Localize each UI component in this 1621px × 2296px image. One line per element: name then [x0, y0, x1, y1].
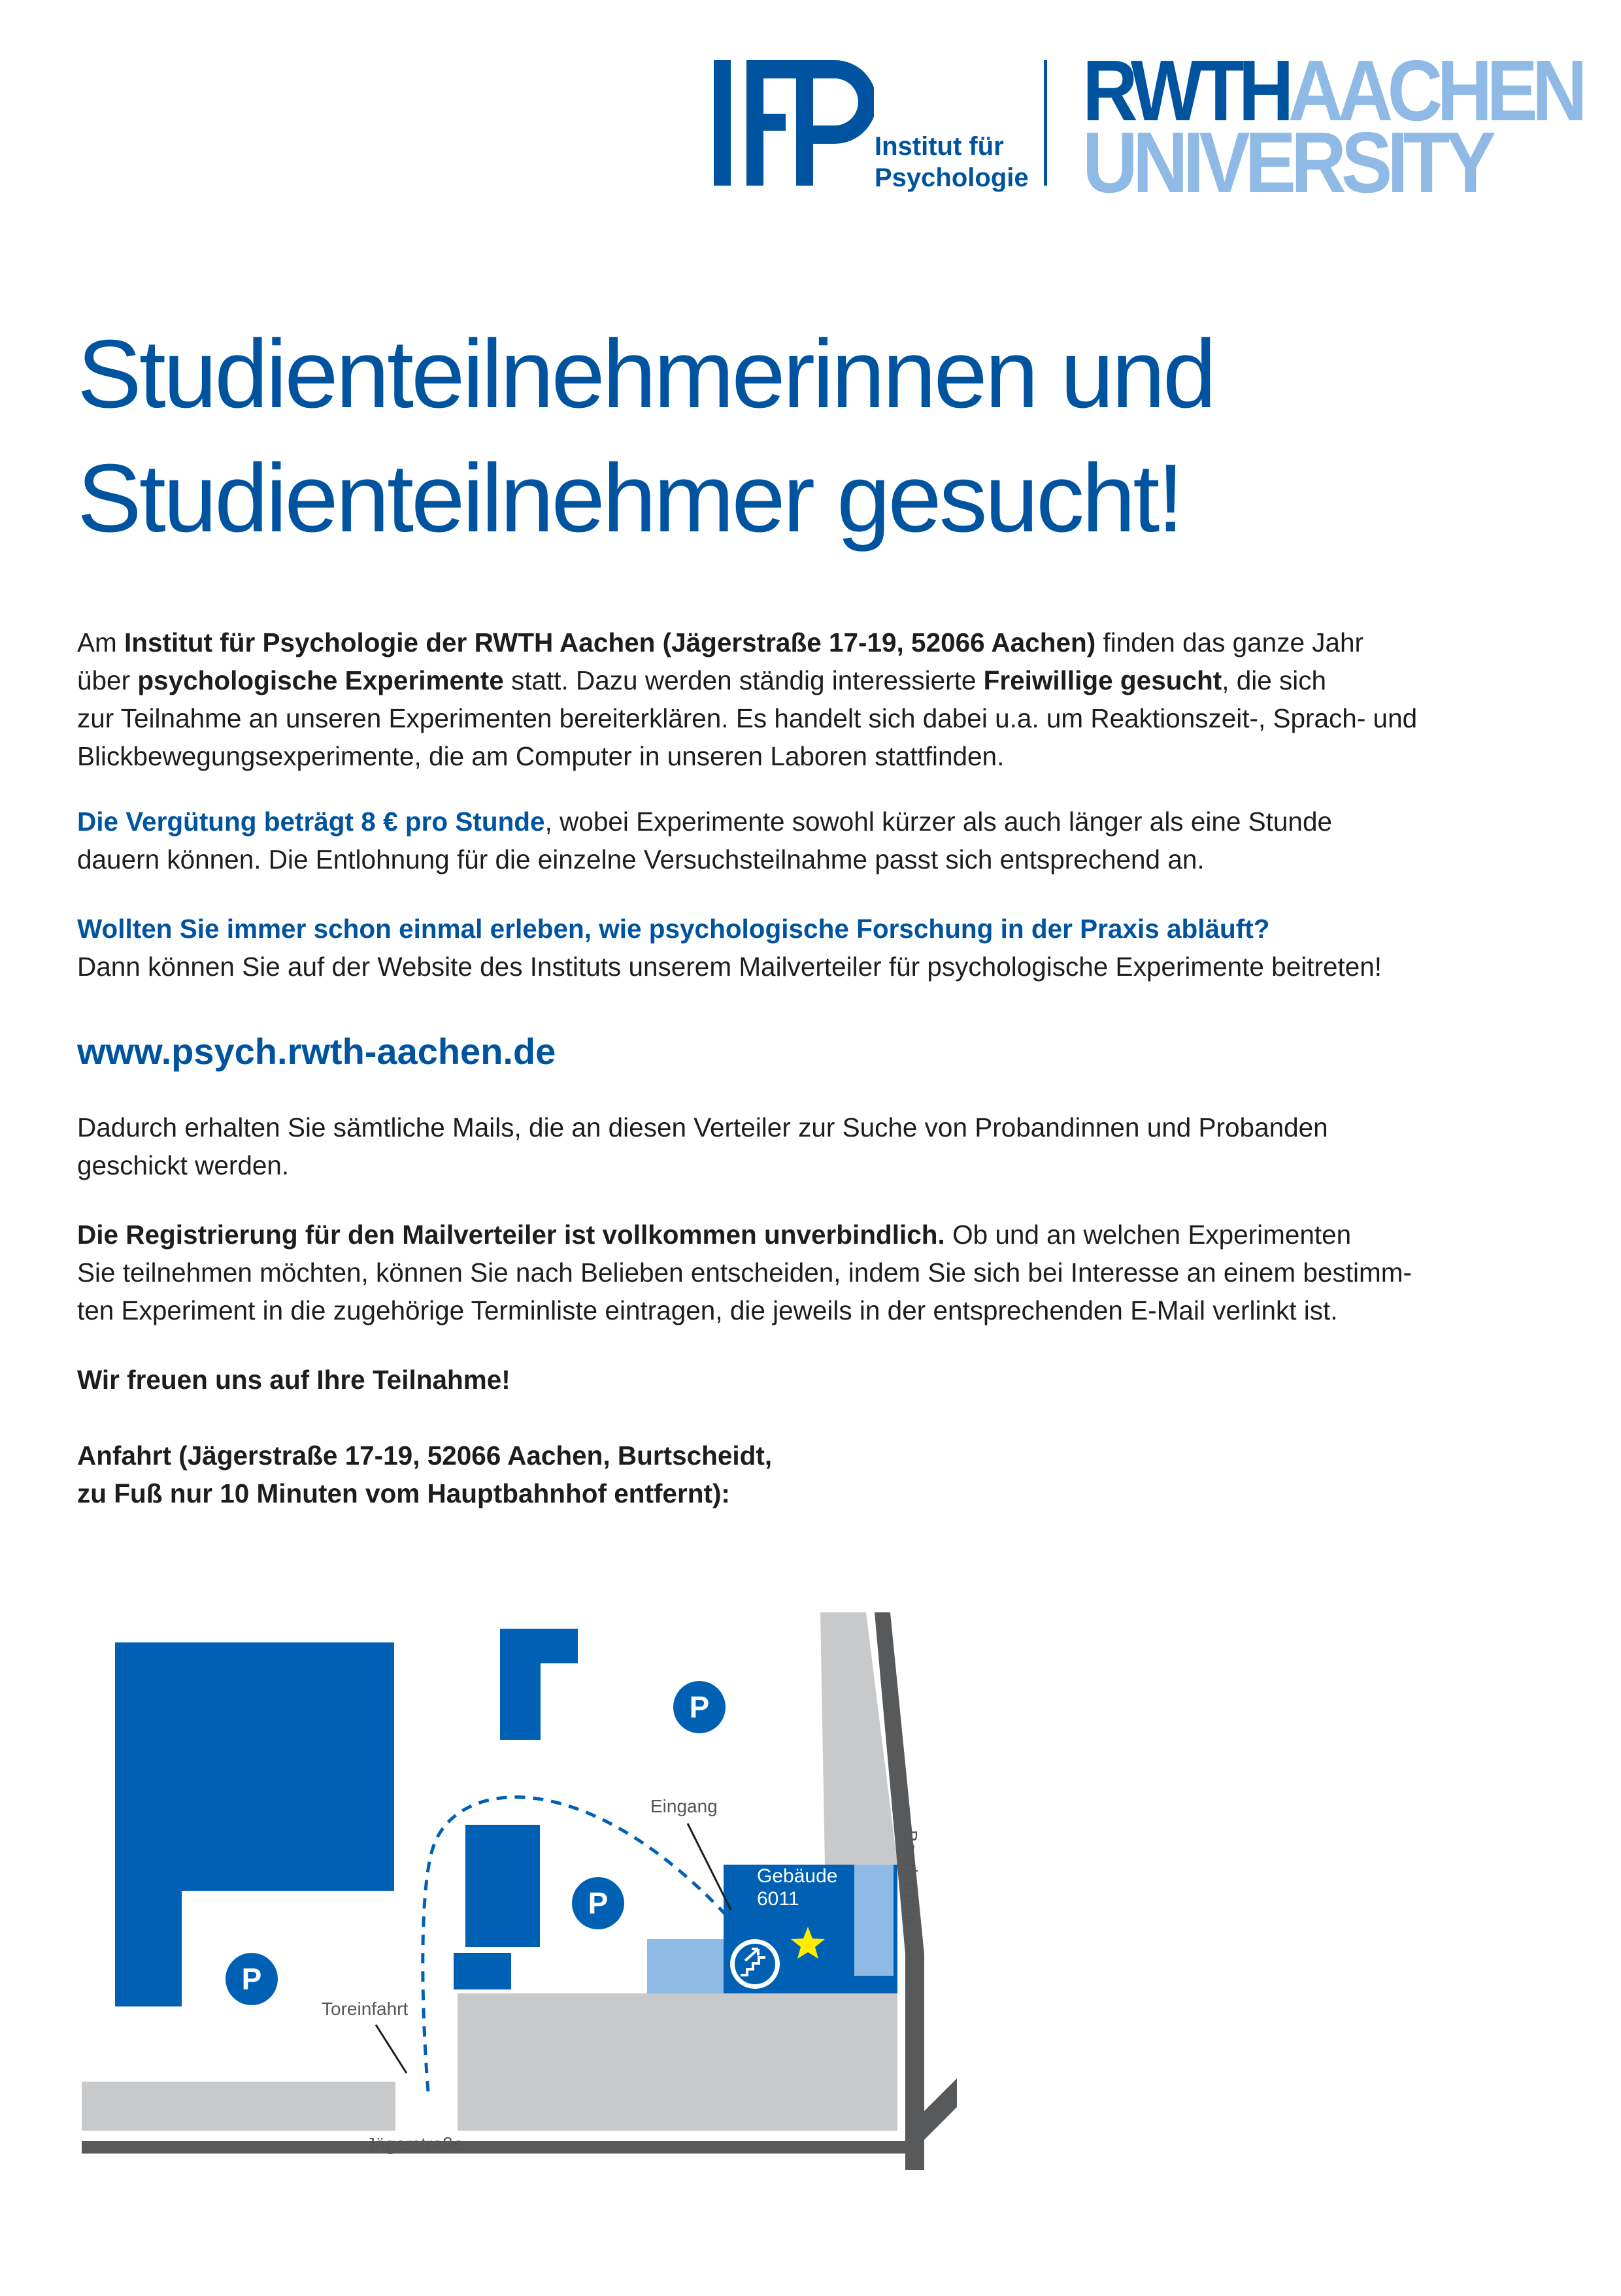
registration-paragraph: [77, 1216, 1561, 1329]
intro-text: , die sich: [1222, 665, 1327, 695]
closing-line: [77, 1361, 1561, 1399]
rwth-logo-university: UNIVERSITY: [1082, 114, 1491, 210]
institute-address: Institut für Psychologie der RWTH Aachen (Jägerstraße 17-19, 52066 Aachen): [124, 627, 1096, 657]
mailing-text: geschickt werden.: [77, 1150, 290, 1180]
page-title: [77, 312, 1580, 561]
building-label-line-2: 6011: [757, 1888, 799, 1910]
stairs-icon: [730, 1939, 780, 1989]
rwth-logo-rwth: RWTH: [1082, 42, 1288, 139]
ifp-logo-line-2: Psychologie: [875, 163, 1029, 192]
street-label-jaegerstrasse: Jägerstraße: [366, 2134, 464, 2154]
question-highlight: Wollten Sie immer schon einmal erleben, wie psychologische Forschung in der Praxis abläuft?: [77, 914, 1270, 944]
title-line-2: Studienteilnehmer gesucht!: [77, 444, 1182, 552]
intro-text: über: [77, 665, 138, 695]
registration-text: Ob und an welchen Experimenten: [944, 1220, 1352, 1250]
payment-text: dauern können. Die Entlohnung für die einzelne Versuchsteilnahme passt sich entsprechend an.: [77, 844, 1205, 874]
building-label-line-1: Gebäude: [757, 1865, 838, 1887]
registration-emphasis: Die Registrierung für den Mailverteiler ist vollkommen unverbindlich.: [77, 1220, 945, 1250]
ifp-logo: [714, 60, 874, 186]
parking-sign-middle: [572, 1877, 624, 1929]
logo-divider: [1044, 60, 1047, 186]
grey-area-bottom-main: [458, 1993, 897, 2131]
question-text: Dann können Sie auf der Website des Instituts unserem Mailverteiler für psychologische Experimente beitreten!: [77, 952, 1382, 982]
intro-text: zur Teilnahme an unseren Experimenten bereiterklären. Es handelt sich dabei u.a. um Reaktionszeit-, Sprach- und: [77, 703, 1418, 733]
grey-area-bottom-left: [82, 2082, 395, 2131]
ifp-logo-mark: [714, 60, 874, 186]
large-building: [115, 1642, 394, 2006]
ifp-logo-text: [875, 131, 1029, 193]
intro-emphasis: psychologische Experimente: [137, 665, 504, 695]
location-map: [0, 1569, 1621, 2293]
mailing-text: Dadurch erhalten Sie sämtliche Mails, die an diesen Verteiler zur Suche von Probandinnen und Probanden: [77, 1112, 1328, 1142]
payment-paragraph: [77, 803, 1561, 878]
entrance-label: Eingang: [650, 1796, 718, 1816]
l-shaped-building: [500, 1629, 578, 1740]
mailing-paragraph: [77, 1108, 1561, 1184]
rwth-logo-aachen: AACHEN: [1288, 42, 1582, 139]
small-building-2: [454, 1953, 511, 1989]
ifp-logo-line-1: Institut für: [875, 132, 1004, 161]
intro-emphasis: Freiwillige gesucht: [983, 665, 1222, 695]
question-paragraph: [77, 910, 1561, 986]
registration-text: ten Experiment in die zugehörige Terminliste eintragen, die jeweils in der entsprechenden E-Mail verlinkt ist.: [77, 1295, 1338, 1325]
parking-symbol: P: [241, 1962, 262, 1996]
title-line-1: Studienteilnehmerinnen und: [77, 320, 1214, 428]
intro-text: finden das ganze Jahr: [1095, 627, 1364, 657]
registration-text: Sie teilnehmen möchten, können Sie nach Belieben entscheiden, indem Sie sich bei Interesse an einem bestimm-: [77, 1257, 1412, 1288]
directions-line-1: Anfahrt (Jägerstraße 17-19, 52066 Aachen, Burtscheidt,: [77, 1440, 773, 1471]
small-building-1: [465, 1825, 540, 1947]
intro-text: Blickbewegungsexperimente, die am Computer in unseren Laboren stattfinden.: [77, 741, 1005, 771]
rwth-logo: [1082, 42, 1582, 210]
parking-symbol: P: [689, 1690, 710, 1724]
payment-text: , wobei Experimente sowohl kürzer als auch länger als eine Stunde: [544, 807, 1332, 837]
payment-highlight: Die Vergütung beträgt 8 € pro Stunde: [77, 807, 545, 837]
intro-text: statt. Dazu werden ständig interessierte: [503, 665, 984, 695]
map-canvas: [0, 1569, 1621, 2293]
directions-line-2: zu Fuß nur 10 Minuten vom Hauptbahnhof entfernt):: [77, 1478, 730, 1508]
road-jaegerstrasse: [82, 2141, 905, 2154]
intro-text: Am: [77, 627, 125, 657]
intro-paragraph: [77, 624, 1561, 775]
parking-sign-left: [226, 1953, 278, 2005]
parking-sign-top: [673, 1681, 726, 1733]
website-link[interactable]: www.psych.rwth-aachen.de: [77, 1031, 556, 1072]
gate-label: Toreinfahrt: [322, 1999, 409, 2019]
building-annex-right: [854, 1865, 894, 1976]
parking-symbol: P: [588, 1886, 609, 1920]
directions-heading: [77, 1437, 1561, 1512]
closing-text: Wir freuen uns auf Ihre Teilnahme!: [77, 1365, 510, 1395]
street-label-bendstrasse: Bendstraße: [901, 1830, 921, 1925]
